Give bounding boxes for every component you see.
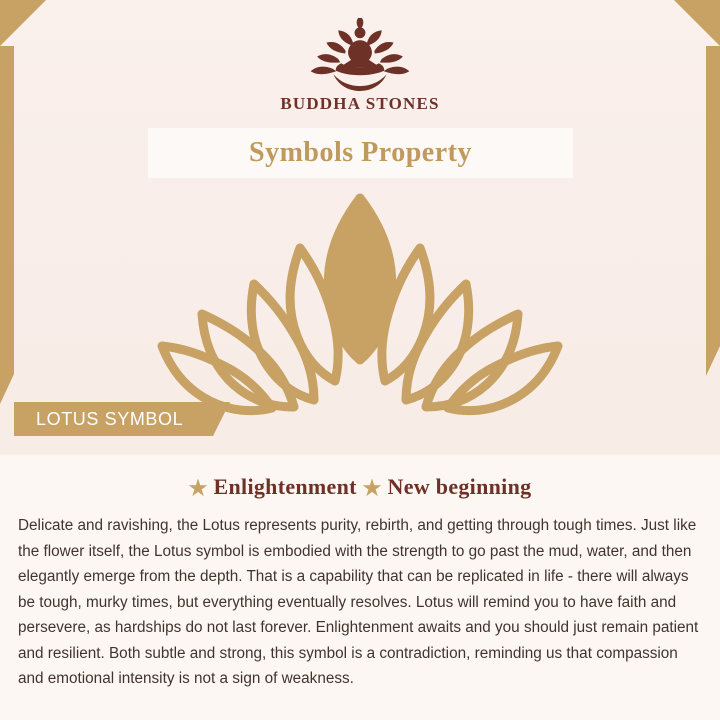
brand-logo [0, 18, 720, 114]
lotus-flower-icon [150, 186, 570, 416]
brand-name: BUDDHA STONES [280, 94, 440, 113]
headline-part-2: New beginning [387, 474, 532, 499]
ribbon-label: LOTUS SYMBOL [36, 408, 184, 429]
lotus-illustration [0, 186, 720, 421]
page-title: Symbols Property [249, 137, 472, 168]
description-panel [0, 455, 720, 720]
headline-part-1: Enlightenment [213, 474, 357, 499]
star-icon: ★ [188, 476, 208, 500]
page-title-band [148, 128, 573, 178]
description-paragraph: Delicate and ravishing, the Lotus represents purity, rebirth, and getting through tough times. Just like the flower itself, the Lotus symbol is embodied with the strength to go past the mud, water, and then elegantly emerge from the depth. That is a capability that can be replicated in life - there will always be tough, murky times, but everything eventually resolves. Lotus will remind you to have faith and persevere, as hardships do not last forever. Enlightenment awaits and you should just remain patient and resilient. Both subtle and strong, this symbol is a contradiction, reminding us that compassion and emotional intensity is not a sign of weakness. [18, 517, 699, 687]
lotus-meditation-figure-icon [285, 18, 435, 92]
lotus-symbol-ribbon [14, 402, 213, 436]
star-icon: ★ [362, 476, 382, 500]
content-headline [0, 474, 720, 501]
